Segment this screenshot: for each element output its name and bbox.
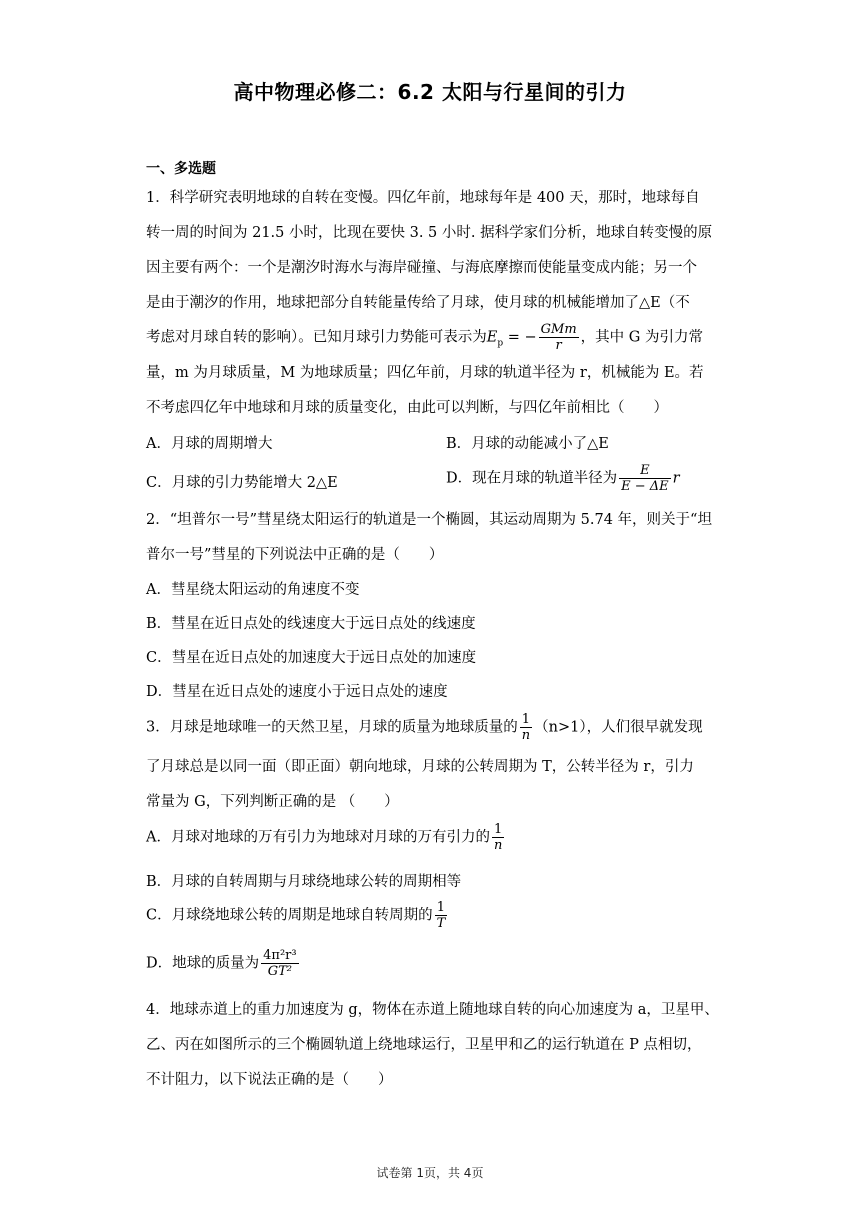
q3-line-1-text: 3．月球是地球唯一的天然卫星，月球的质量为地球质量的 (146, 719, 518, 736)
fraction-denominator: E − ΔE (621, 479, 669, 494)
fraction-denominator: T (436, 916, 446, 931)
q1-option-c: C．月球的引力势能增大 2△E (146, 475, 338, 491)
q1-line-4: 是由于潮汐的作用，地球把部分自转能量传给了月球，使月球的机械能增加了△E（不 (146, 295, 690, 311)
q1-option-d (446, 463, 680, 494)
fraction-denominator: r (555, 338, 562, 353)
q3-option-d-text: D．地球的质量为 (146, 955, 260, 972)
fraction-numerator: 1 (435, 900, 448, 916)
q1-line-5-text: 考虑对月球自转的影响）。已知月球引力势能可表示为 (146, 329, 487, 346)
q2-option-a: A．彗星绕太阳运动的角速度不变 (146, 582, 360, 598)
potential-energy-fraction (539, 322, 579, 353)
q3-line-3: 常量为 G，下列判断正确的是 （ ） (146, 794, 399, 810)
period-ratio-fraction (435, 900, 448, 931)
q2-option-d: D．彗星在近日点处的速度小于远日点处的速度 (146, 684, 448, 700)
fraction-denominator: n (493, 838, 503, 853)
page-footer: 试卷第 1页，共 4页 (376, 1166, 484, 1180)
radius-symbol: r (672, 470, 680, 487)
fraction-denominator: n (521, 728, 531, 743)
q4-line-2: 乙、丙在如图所示的三个椭圆轨道上绕地球运行，卫星甲和乙的运行轨道在 P 点相切， (146, 1037, 702, 1053)
q2-line-2: 普尔一号”彗星的下列说法中正确的是（ ） (146, 547, 444, 563)
q2-option-b: B．彗星在近日点处的线速度大于远日点处的线速度 (146, 616, 476, 632)
gravity-ratio-fraction (492, 822, 504, 853)
fraction-numerator: 1 (520, 712, 532, 728)
q3-line-1 (146, 712, 703, 743)
q4-line-1: 4．地球赤道上的重力加速度为 g，物体在赤道上随地球自转的向心加速度为 a，卫星甲、 (146, 1002, 719, 1018)
q3-option-b: B．月球的自转周期与月球绕地球公转的周期相等 (146, 874, 462, 890)
q3-line-1-tail: （n>1），人们很早就发现 (534, 719, 703, 736)
q1-line-3: 因主要有两个：一个是潮汐时海水与海岸碰撞、与海底摩擦而使能量变成内能；另一个 (146, 260, 697, 276)
fraction-numerator: GMm (540, 322, 577, 337)
radius-fraction (619, 463, 671, 494)
potential-energy-subscript: p (497, 338, 504, 349)
formula-equals: = − (503, 329, 537, 346)
q3-option-a (146, 822, 506, 853)
q2-option-c: C．彗星在近日点处的加速度大于远日点处的加速度 (146, 650, 477, 666)
q3-option-c (146, 900, 449, 931)
q3-option-c-text: C．月球绕地球公转的周期是地球自转周期的 (146, 907, 433, 924)
q1-line-7: 不考虑四亿年中地球和月球的质量变化，由此可以判断，与四亿年前相比（ ） (146, 400, 668, 416)
fraction-numerator: 4π²r³ (263, 948, 297, 963)
fraction-denominator: GT² (267, 964, 292, 979)
q2-line-1: 2．“坦普尔一号”彗星绕太阳运行的轨道是一个椭圆，其运动周期为 5.74 年，则关于“坦 (146, 512, 712, 528)
fraction-numerator: 1 (492, 822, 504, 838)
q1-line-2: 转一周的时间为 21.5 小时，比现在要快 3. 5 小时. 据科学家们分析，地球自转变慢的原 (146, 225, 713, 241)
q3-line-2: 了月球总是以同一面（即正面）朝向地球，月球的公转周期为 T，公转半径为 r，引力 (146, 759, 694, 775)
q4-line-3: 不计阻力，以下说法正确的是（ ） (146, 1072, 393, 1088)
q1-option-a: A．月球的周期增大 (146, 436, 273, 452)
q1-option-d-text: D．现在月球的轨道半径为 (446, 470, 618, 487)
mass-ratio-fraction (520, 712, 532, 743)
q1-line-1: 1．科学研究表明地球的自转在变慢。四亿年前，地球每年是 400 天，那时，地球每自 (146, 190, 700, 206)
q1-line-5-tail: ，其中 G 为引力常 (580, 329, 703, 346)
q1-line-5 (146, 322, 703, 353)
q3-option-a-text: A．月球对地球的万有引力为地球对月球的万有引力的 (146, 829, 490, 846)
potential-energy-symbol: E (486, 329, 498, 346)
q1-option-b: B．月球的动能减小了△E (446, 436, 609, 452)
page-title: 高中物理必修二：6.2 太阳与行星间的引力 (233, 80, 627, 104)
earth-mass-fraction (261, 948, 298, 979)
fraction-numerator: E (619, 463, 671, 479)
q1-line-6: 量，m 为月球质量，M 为地球质量；四亿年前，月球的轨道半径为 r，机械能为 E。若 (146, 365, 704, 381)
q3-option-d (146, 948, 301, 979)
section-heading: 一、多选题 (146, 161, 216, 177)
